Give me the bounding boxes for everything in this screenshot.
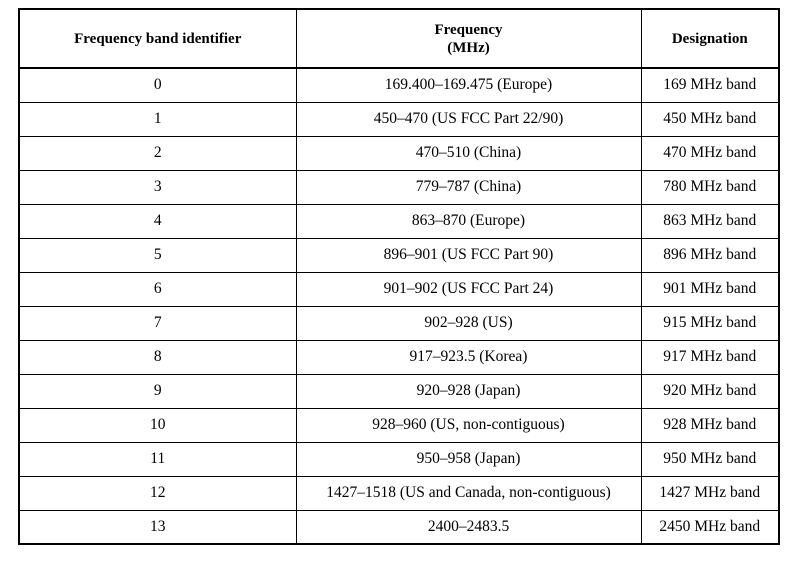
- cell-frequency: 1427–1518 (US and Canada, non-contiguous): [296, 476, 641, 510]
- cell-designation: 1427 MHz band: [641, 476, 779, 510]
- cell-frequency: 896–901 (US FCC Part 90): [296, 238, 641, 272]
- header-row: [19, 9, 779, 68]
- cell-designation: 2450 MHz band: [641, 510, 779, 544]
- cell-identifier: 5: [19, 238, 296, 272]
- cell-designation: 950 MHz band: [641, 442, 779, 476]
- header-identifier: Frequency band identifier: [19, 9, 296, 68]
- table-row: [19, 204, 779, 238]
- cell-designation: 920 MHz band: [641, 374, 779, 408]
- cell-frequency: 779–787 (China): [296, 170, 641, 204]
- header-frequency-unit: (MHz): [447, 39, 490, 56]
- frequency-band-table-container: [18, 8, 780, 545]
- cell-designation: 915 MHz band: [641, 306, 779, 340]
- cell-identifier: 1: [19, 102, 296, 136]
- cell-designation: 901 MHz band: [641, 272, 779, 306]
- table-row: [19, 272, 779, 306]
- table-row: [19, 306, 779, 340]
- cell-identifier: 2: [19, 136, 296, 170]
- cell-identifier: 0: [19, 68, 296, 102]
- cell-frequency: 901–902 (US FCC Part 24): [296, 272, 641, 306]
- frequency-band-table: [18, 8, 780, 545]
- cell-identifier: 4: [19, 204, 296, 238]
- cell-frequency: 863–870 (Europe): [296, 204, 641, 238]
- header-frequency: [296, 9, 641, 68]
- cell-identifier: 11: [19, 442, 296, 476]
- table-row: [19, 476, 779, 510]
- cell-identifier: 12: [19, 476, 296, 510]
- cell-frequency: 470–510 (China): [296, 136, 641, 170]
- cell-designation: 780 MHz band: [641, 170, 779, 204]
- cell-designation: 450 MHz band: [641, 102, 779, 136]
- table-body: [19, 68, 779, 544]
- cell-designation: 863 MHz band: [641, 204, 779, 238]
- cell-identifier: 8: [19, 340, 296, 374]
- table-row: [19, 136, 779, 170]
- table-row: [19, 510, 779, 544]
- cell-designation: 896 MHz band: [641, 238, 779, 272]
- table-row: [19, 408, 779, 442]
- header-designation: Designation: [641, 9, 779, 68]
- cell-frequency: 2400–2483.5: [296, 510, 641, 544]
- cell-designation: 470 MHz band: [641, 136, 779, 170]
- cell-identifier: 7: [19, 306, 296, 340]
- cell-identifier: 6: [19, 272, 296, 306]
- cell-designation: 917 MHz band: [641, 340, 779, 374]
- cell-frequency: 450–470 (US FCC Part 22/90): [296, 102, 641, 136]
- table-row: [19, 340, 779, 374]
- cell-frequency: 902–928 (US): [296, 306, 641, 340]
- table-row: [19, 374, 779, 408]
- cell-identifier: 13: [19, 510, 296, 544]
- cell-frequency: 917–923.5 (Korea): [296, 340, 641, 374]
- cell-designation: 928 MHz band: [641, 408, 779, 442]
- table-row: [19, 170, 779, 204]
- header-frequency-label: Frequency: [434, 21, 503, 38]
- cell-frequency: 169.400–169.475 (Europe): [296, 68, 641, 102]
- table-row: [19, 238, 779, 272]
- cell-identifier: 9: [19, 374, 296, 408]
- cell-designation: 169 MHz band: [641, 68, 779, 102]
- cell-frequency: 950–958 (Japan): [296, 442, 641, 476]
- table-header: [19, 9, 779, 68]
- table-row: [19, 102, 779, 136]
- table-row: [19, 442, 779, 476]
- cell-frequency: 928–960 (US, non-contiguous): [296, 408, 641, 442]
- cell-frequency: 920–928 (Japan): [296, 374, 641, 408]
- cell-identifier: 10: [19, 408, 296, 442]
- table-row: [19, 68, 779, 102]
- cell-identifier: 3: [19, 170, 296, 204]
